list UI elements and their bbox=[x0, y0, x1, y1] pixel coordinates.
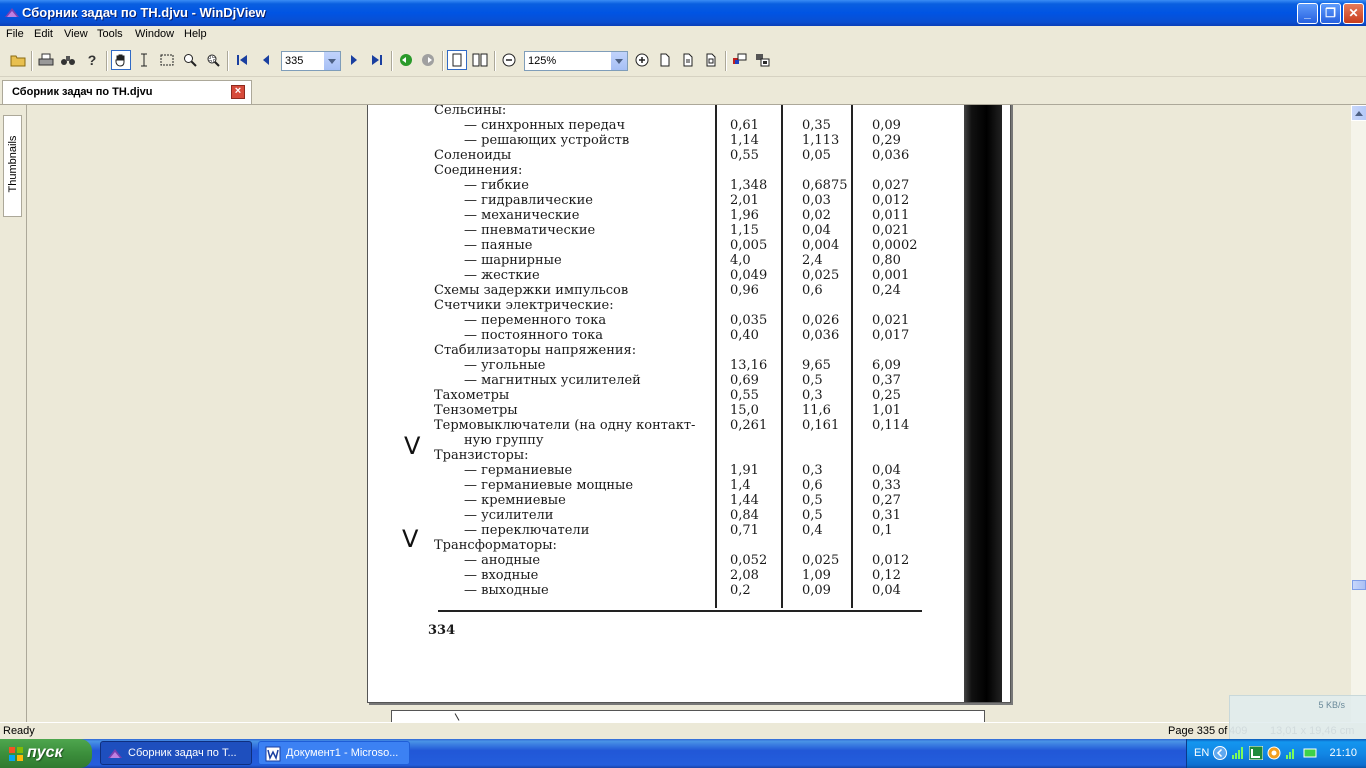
row-value-2: 0,6 bbox=[802, 478, 823, 493]
document-tab-label: Сборник задач по ТН.djvu bbox=[12, 86, 153, 98]
menu-file[interactable]: File bbox=[6, 28, 24, 40]
row-value-1: 2,01 bbox=[730, 193, 759, 208]
row-value-3: 0,24 bbox=[872, 283, 901, 298]
row-label: Схемы задержки импульсов bbox=[434, 283, 629, 298]
network-speed-widget bbox=[1229, 695, 1366, 741]
row-label: Счетчики электрические: bbox=[434, 298, 614, 313]
zoom-in-icon[interactable] bbox=[632, 50, 652, 70]
row-label: Трансформаторы: bbox=[434, 538, 557, 553]
page-number-combo[interactable] bbox=[281, 51, 341, 71]
table-row bbox=[368, 253, 958, 268]
row-label: — жесткие bbox=[464, 268, 540, 283]
table-row bbox=[368, 328, 958, 343]
forward-icon[interactable] bbox=[418, 50, 438, 70]
row-value-2: 0,3 bbox=[802, 388, 823, 403]
table-row bbox=[368, 105, 958, 118]
minimize-button[interactable]: _ bbox=[1297, 3, 1318, 24]
row-label: Термовыключатели (на одну контакт- bbox=[434, 418, 696, 433]
table-row bbox=[368, 238, 958, 253]
row-value-2: 0,05 bbox=[802, 148, 831, 163]
row-value-1: 0,55 bbox=[730, 148, 759, 163]
network-speed: 5 KB/s bbox=[1318, 700, 1345, 710]
table-row bbox=[368, 478, 958, 493]
row-label: — пневматические bbox=[464, 223, 596, 238]
table-row bbox=[368, 298, 958, 313]
table-row bbox=[368, 178, 958, 193]
row-value-2: 0,02 bbox=[802, 208, 831, 223]
row-value-1: 0,005 bbox=[730, 238, 768, 253]
row-label: ную группу bbox=[464, 433, 544, 448]
taskbar bbox=[0, 739, 1366, 768]
menu-edit[interactable]: Edit bbox=[34, 28, 53, 40]
row-value-2: 0,161 bbox=[802, 418, 840, 433]
row-value-1: 0,049 bbox=[730, 268, 768, 283]
table-row bbox=[368, 313, 958, 328]
actual-size-icon[interactable] bbox=[701, 50, 721, 70]
row-value-3: 0,25 bbox=[872, 388, 901, 403]
table-row bbox=[368, 148, 958, 163]
document-page bbox=[367, 105, 1011, 703]
row-value-3: 0,017 bbox=[872, 328, 910, 343]
document-tab[interactable] bbox=[2, 80, 252, 104]
prev-page-icon[interactable] bbox=[256, 50, 276, 70]
menu-tools[interactable]: Tools bbox=[97, 28, 123, 40]
menu-bar bbox=[0, 26, 1366, 44]
table-row bbox=[368, 268, 958, 283]
table-row bbox=[368, 583, 958, 598]
row-value-2: 0,3 bbox=[802, 463, 823, 478]
row-value-2: 0,5 bbox=[802, 493, 823, 508]
row-label: — магнитных усилителей bbox=[464, 373, 641, 388]
row-label: — усилители bbox=[464, 508, 554, 523]
table-row bbox=[368, 358, 958, 373]
row-value-2: 0,35 bbox=[802, 118, 831, 133]
print-icon[interactable] bbox=[36, 50, 56, 70]
row-value-2: 0,09 bbox=[802, 583, 831, 598]
row-value-1: 0,96 bbox=[730, 283, 759, 298]
signal-icon[interactable] bbox=[1231, 746, 1245, 760]
row-value-2: 2,4 bbox=[802, 253, 823, 268]
row-value-1: 0,61 bbox=[730, 118, 759, 133]
start-label: пуск bbox=[27, 744, 63, 761]
row-value-3: 0,012 bbox=[872, 553, 910, 568]
zoom-combo[interactable] bbox=[524, 51, 628, 71]
row-value-1: 0,84 bbox=[730, 508, 759, 523]
start-button[interactable] bbox=[0, 739, 92, 768]
row-label: — угольные bbox=[464, 358, 546, 373]
app-icon bbox=[4, 5, 20, 21]
row-value-3: 0,29 bbox=[872, 133, 901, 148]
row-value-3: 0,04 bbox=[872, 463, 901, 478]
handwritten-check-mark: V bbox=[404, 432, 421, 460]
row-label: — кремниевые bbox=[464, 493, 566, 508]
row-value-1: 1,14 bbox=[730, 133, 759, 148]
table-row bbox=[368, 208, 958, 223]
row-value-3: 0,021 bbox=[872, 223, 910, 238]
row-value-1: 1,91 bbox=[730, 463, 759, 478]
row-label: — германиевые мощные bbox=[464, 478, 634, 493]
table-row bbox=[368, 538, 958, 553]
find-icon[interactable] bbox=[58, 50, 78, 70]
app-icon bbox=[107, 746, 123, 762]
window-title: Сборник задач по ТН.djvu - WinDjView bbox=[22, 5, 266, 20]
table-row bbox=[368, 388, 958, 403]
table-row bbox=[368, 283, 958, 298]
page-number-value: 335 bbox=[285, 55, 304, 67]
row-value-1: 0,71 bbox=[730, 523, 759, 538]
row-value-2: 1,09 bbox=[802, 568, 831, 583]
tab-strip bbox=[0, 78, 1366, 105]
first-page-icon[interactable] bbox=[232, 50, 252, 70]
system-tray bbox=[1186, 739, 1366, 768]
row-value-3: 0,114 bbox=[872, 418, 910, 433]
close-button[interactable]: ✕ bbox=[1343, 3, 1364, 24]
row-label: — гидравлические bbox=[464, 193, 593, 208]
vertical-scrollbar[interactable] bbox=[1350, 105, 1366, 722]
row-label: Тензометры bbox=[434, 403, 518, 418]
rect-select-icon[interactable] bbox=[157, 50, 177, 70]
row-value-3: 0,011 bbox=[872, 208, 910, 223]
document-view[interactable] bbox=[26, 105, 1351, 722]
app-tray-icon[interactable] bbox=[1249, 746, 1263, 760]
row-value-1: 0,69 bbox=[730, 373, 759, 388]
row-value-2: 1,113 bbox=[802, 133, 840, 148]
row-value-1: 0,052 bbox=[730, 553, 768, 568]
row-value-3: 0,33 bbox=[872, 478, 901, 493]
zoom-rect-icon[interactable] bbox=[203, 50, 223, 70]
single-page-icon[interactable] bbox=[447, 50, 467, 70]
printed-page-number: 334 bbox=[428, 623, 456, 638]
last-page-icon[interactable] bbox=[367, 50, 387, 70]
row-value-2: 0,4 bbox=[802, 523, 823, 538]
hand-tool-icon[interactable] bbox=[111, 50, 131, 70]
close-tab-icon[interactable]: × bbox=[231, 85, 245, 99]
display-mode-icon[interactable] bbox=[753, 50, 773, 70]
open-icon[interactable] bbox=[8, 50, 28, 70]
row-value-3: 0,31 bbox=[872, 508, 901, 523]
row-value-1: 1,15 bbox=[730, 223, 759, 238]
chevron-down-icon[interactable] bbox=[323, 52, 340, 70]
table-row bbox=[368, 568, 958, 583]
task-word[interactable] bbox=[258, 741, 410, 765]
row-label: Соединения: bbox=[434, 163, 523, 178]
status-text: Ready bbox=[3, 725, 35, 737]
row-value-2: 0,04 bbox=[802, 223, 831, 238]
row-value-3: 0,04 bbox=[872, 583, 901, 598]
row-label: — входные bbox=[464, 568, 539, 583]
fit-page-icon[interactable] bbox=[655, 50, 675, 70]
row-label: — гибкие bbox=[464, 178, 529, 193]
row-value-2: 0,036 bbox=[802, 328, 840, 343]
row-label: Стабилизаторы напряжения: bbox=[434, 343, 637, 358]
table-row bbox=[368, 223, 958, 238]
language-indicator[interactable]: EN bbox=[1194, 747, 1210, 759]
fit-width-icon[interactable] bbox=[678, 50, 698, 70]
zoom-value: 125% bbox=[528, 55, 557, 67]
row-value-3: 0,09 bbox=[872, 118, 901, 133]
toolbar bbox=[0, 46, 1366, 77]
row-label: — паяные bbox=[464, 238, 533, 253]
row-label: Тахометры bbox=[434, 388, 510, 403]
thumbnails-tab-label: Thumbnails bbox=[7, 135, 19, 193]
row-value-1: 0,55 bbox=[730, 388, 759, 403]
row-label: Сельсины: bbox=[434, 105, 507, 118]
row-value-2: 0,5 bbox=[802, 373, 823, 388]
row-value-3: 0,036 bbox=[872, 148, 910, 163]
row-value-3: 0,37 bbox=[872, 373, 901, 388]
row-value-1: 1,44 bbox=[730, 493, 759, 508]
row-label: — шарнирные bbox=[464, 253, 562, 268]
row-value-3: 0,1 bbox=[872, 523, 893, 538]
row-label: — синхронных передач bbox=[464, 118, 626, 133]
task-label: Сборник задач по Т... bbox=[128, 747, 237, 759]
battery-icon[interactable] bbox=[1303, 746, 1317, 760]
row-label: — переменного тока bbox=[464, 313, 607, 328]
handwritten-check-mark: V bbox=[402, 525, 419, 553]
table-row bbox=[368, 403, 958, 418]
table-row bbox=[368, 493, 958, 508]
row-value-1: 0,2 bbox=[730, 583, 751, 598]
sidebar bbox=[0, 105, 24, 723]
facing-pages-icon[interactable] bbox=[470, 50, 490, 70]
row-label: — механические bbox=[464, 208, 580, 223]
table-row bbox=[368, 343, 958, 358]
task-windjview[interactable] bbox=[100, 741, 252, 765]
row-value-2: 0,025 bbox=[802, 268, 840, 283]
row-label: — германиевые bbox=[464, 463, 573, 478]
status-page-prefix: Page 335 of bbox=[1168, 725, 1228, 737]
scroll-thumb[interactable] bbox=[1352, 580, 1366, 590]
row-value-3: 0,80 bbox=[872, 253, 901, 268]
table-row bbox=[368, 523, 958, 538]
row-label: — постоянного тока bbox=[464, 328, 603, 343]
text-select-icon[interactable] bbox=[134, 50, 154, 70]
row-value-3: 0,27 bbox=[872, 493, 901, 508]
clock: 21:10 bbox=[1329, 747, 1357, 759]
row-value-1: 0,261 bbox=[730, 418, 768, 433]
menu-help[interactable]: Help bbox=[184, 28, 207, 40]
zoom-icon[interactable] bbox=[180, 50, 200, 70]
table-row bbox=[368, 463, 958, 478]
word-icon bbox=[265, 746, 281, 762]
table-bottom-rule bbox=[438, 610, 922, 612]
back-icon[interactable] bbox=[396, 50, 416, 70]
row-value-1: 1,96 bbox=[730, 208, 759, 223]
row-value-1: 13,16 bbox=[730, 358, 768, 373]
row-value-3: 1,01 bbox=[872, 403, 901, 418]
next-page-icon[interactable] bbox=[344, 50, 364, 70]
zoom-out-icon[interactable] bbox=[499, 50, 519, 70]
thumbnails-tab[interactable] bbox=[3, 115, 22, 217]
table-row bbox=[368, 193, 958, 208]
chevron-down-icon[interactable] bbox=[610, 52, 627, 70]
row-value-1: 15,0 bbox=[730, 403, 759, 418]
scroll-up-icon[interactable] bbox=[1351, 105, 1366, 121]
row-value-2: 0,03 bbox=[802, 193, 831, 208]
row-value-1: 1,348 bbox=[730, 178, 768, 193]
row-value-3: 0,0002 bbox=[872, 238, 918, 253]
row-value-3: 0,021 bbox=[872, 313, 910, 328]
color-mode-icon[interactable] bbox=[730, 50, 750, 70]
row-label: Соленоиды bbox=[434, 148, 512, 163]
help-icon[interactable]: ? bbox=[87, 52, 97, 68]
row-value-1: 0,035 bbox=[730, 313, 768, 328]
maximize-button[interactable]: ❐ bbox=[1320, 3, 1341, 24]
table-row bbox=[368, 448, 958, 463]
row-value-3: 0,027 bbox=[872, 178, 910, 193]
row-value-1: 4,0 bbox=[730, 253, 751, 268]
row-value-2: 0,025 bbox=[802, 553, 840, 568]
row-value-2: 0,5 bbox=[802, 508, 823, 523]
row-value-2: 0,026 bbox=[802, 313, 840, 328]
table-row bbox=[368, 118, 958, 133]
title-bar[interactable] bbox=[0, 0, 1366, 26]
row-value-1: 2,08 bbox=[730, 568, 759, 583]
row-value-3: 6,09 bbox=[872, 358, 901, 373]
row-label: Транзисторы: bbox=[434, 448, 529, 463]
table-row bbox=[368, 373, 958, 388]
row-label: — выходные bbox=[464, 583, 549, 598]
row-label: — анодные bbox=[464, 553, 541, 568]
row-value-3: 0,001 bbox=[872, 268, 910, 283]
row-value-1: 0,40 bbox=[730, 328, 759, 343]
row-value-2: 0,6875 bbox=[802, 178, 848, 193]
table-row bbox=[368, 433, 958, 448]
chevron-left-icon[interactable] bbox=[1213, 746, 1227, 760]
scan-edge-shadow bbox=[964, 105, 1002, 702]
task-label: Документ1 - Microso... bbox=[286, 747, 399, 759]
row-value-2: 0,004 bbox=[802, 238, 840, 253]
row-label: — решающих устройств bbox=[464, 133, 630, 148]
table-row bbox=[368, 133, 958, 148]
row-value-2: 11,6 bbox=[802, 403, 831, 418]
row-value-3: 0,012 bbox=[872, 193, 910, 208]
network-icon[interactable] bbox=[1285, 746, 1299, 760]
menu-window[interactable]: Window bbox=[135, 28, 175, 40]
windows-flag-icon bbox=[8, 746, 24, 762]
table-row bbox=[368, 418, 958, 433]
row-value-3: 0,12 bbox=[872, 568, 901, 583]
menu-view[interactable]: View bbox=[64, 28, 88, 40]
antivirus-icon[interactable] bbox=[1267, 746, 1281, 760]
row-label: — переключатели bbox=[464, 523, 590, 538]
row-value-2: 9,65 bbox=[802, 358, 831, 373]
row-value-2: 0,6 bbox=[802, 283, 823, 298]
table-row bbox=[368, 553, 958, 568]
table-row bbox=[368, 508, 958, 523]
table-row bbox=[368, 163, 958, 178]
row-value-1: 1,4 bbox=[730, 478, 751, 493]
status-bar bbox=[0, 722, 1366, 740]
next-page-preview bbox=[391, 710, 985, 722]
